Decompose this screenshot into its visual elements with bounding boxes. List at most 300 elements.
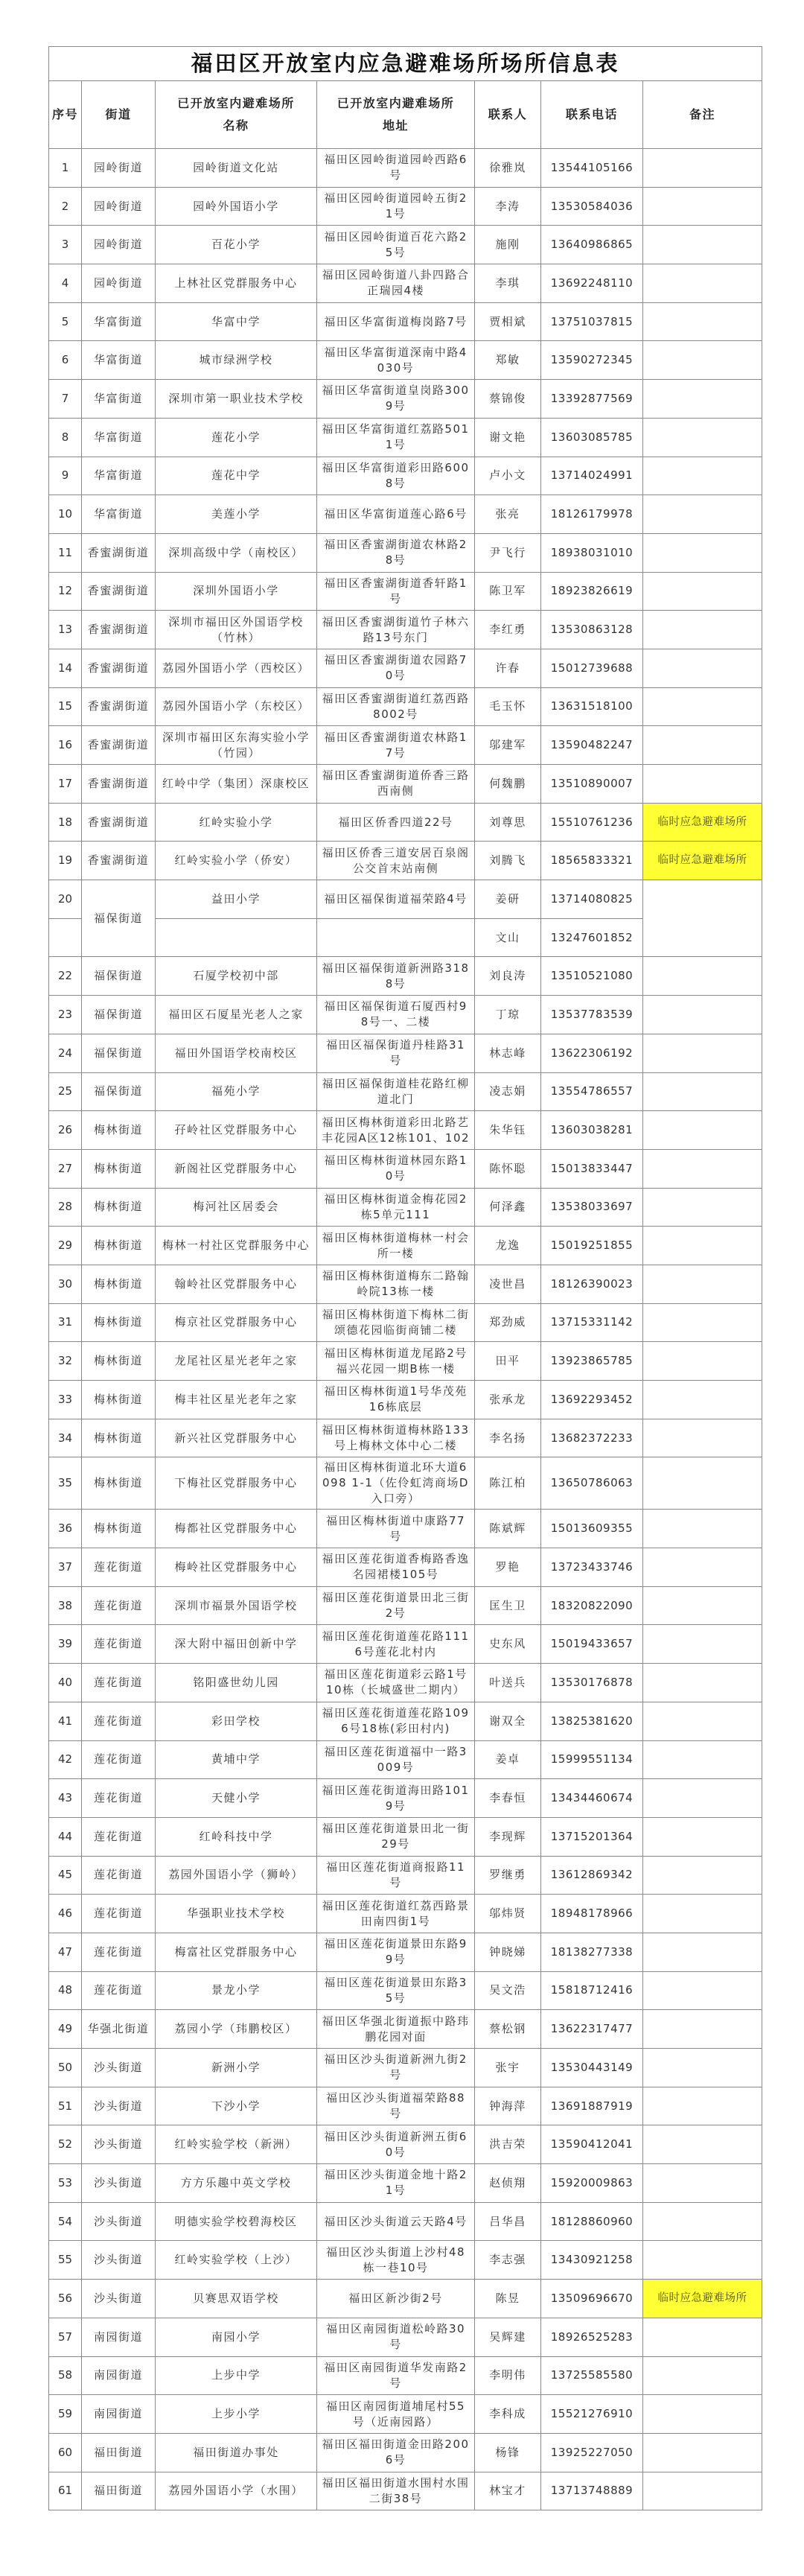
cell-seq: 47 [49, 1933, 82, 1971]
cell-contact: 陈怀聪 [475, 1149, 541, 1188]
table-row [49, 1895, 762, 1933]
cell-phone: 13713748889 [541, 2472, 643, 2510]
cell-phone: 18126179978 [541, 495, 643, 534]
cell-address: 福田区梅林街道梅东二路翰岭院13栋一楼 [317, 1265, 475, 1303]
cell-name: 下沙小学 [156, 2087, 317, 2125]
cell-remark [643, 302, 762, 341]
cell-seq: 4 [49, 264, 82, 303]
cell-street: 华富街道 [82, 341, 156, 380]
cell-name: 龙尾社区星光老年之家 [156, 1342, 317, 1381]
cell-remark [643, 457, 762, 495]
cell-seq: 30 [49, 1265, 82, 1303]
cell-seq: 6 [49, 341, 82, 380]
cell-street: 香蜜湖街道 [82, 842, 156, 880]
cell-remark [643, 2087, 762, 2125]
cell-contact: 李琪 [475, 264, 541, 303]
table-row [49, 1817, 762, 1856]
cell-street: 福保街道 [82, 1072, 156, 1111]
cell-phone: 13650786063 [541, 1457, 643, 1510]
cell-remark: 临时应急避难场所 [643, 803, 762, 842]
table-row [49, 611, 762, 649]
cell-name: 园岭街道文化站 [156, 149, 317, 188]
table-row [49, 1971, 762, 2010]
cell-contact: 许春 [475, 649, 541, 687]
cell-name: 美莲小学 [156, 495, 317, 534]
cell-phone: 15019251855 [541, 1227, 643, 1265]
cell-seq: 56 [49, 2280, 82, 2318]
table-row [49, 803, 762, 842]
cell-seq: 5 [49, 302, 82, 341]
cell-seq: 55 [49, 2241, 82, 2280]
cell-phone: 13692248110 [541, 264, 643, 303]
cell-name: 红岭中学（集团）深康校区 [156, 765, 317, 804]
cell-contact: 李明伟 [475, 2356, 541, 2395]
cell-remark [643, 1072, 762, 1111]
cell-address: 福田区沙头街道福荣路88号 [317, 2087, 475, 2125]
cell-address: 福田区莲花街道福中一路3009号 [317, 1740, 475, 1779]
cell-contact: 陈江柏 [475, 1457, 541, 1510]
cell-seq: 38 [49, 1586, 82, 1625]
cell-street: 沙头街道 [82, 2202, 156, 2241]
table-row [49, 1419, 762, 1457]
cell-phone: 13392877569 [541, 380, 643, 419]
cell-name: 石厦学校初中部 [156, 957, 317, 996]
cell-seq: 19 [49, 842, 82, 880]
cell-street: 莲花街道 [82, 1779, 156, 1818]
cell-contact: 郑劲威 [475, 1303, 541, 1342]
cell-street: 梅林街道 [82, 1188, 156, 1227]
cell-address: 福田区沙头街道新洲五街60号 [317, 2125, 475, 2164]
cell-name: 下梅社区党群服务中心 [156, 1457, 317, 1510]
cell-name: 荔园外国语小学（东校区） [156, 687, 317, 726]
cell-street: 香蜜湖街道 [82, 649, 156, 687]
cell-phone: 13590272345 [541, 341, 643, 380]
table-row [49, 380, 762, 419]
cell-phone: 13612869342 [541, 1856, 643, 1895]
cell-seq: 48 [49, 1971, 82, 2010]
cell-seq: 39 [49, 1625, 82, 1664]
cell-address: 福田区华强北街道振中路玮鹏花园对面 [317, 2010, 475, 2049]
cell-address: 福田区华富街道彩田路6008号 [317, 457, 475, 495]
table-row [49, 2356, 762, 2395]
cell-name: 华强职业技术学校 [156, 1895, 317, 1933]
cell-address: 福田区侨香三道安居百泉阁公交首末站南侧 [317, 842, 475, 880]
cell-address: 福田区梅林街道梅林路133号上梅林文体中心二楼 [317, 1419, 475, 1457]
cell-address: 福田区南园街道埔尾村55号（近南园路） [317, 2395, 475, 2434]
cell-name: 深圳市福田区东海实验小学（竹园） [156, 726, 317, 765]
cell-contact: 张宇 [475, 2049, 541, 2087]
cell-remark [643, 1702, 762, 1740]
cell-remark [643, 2202, 762, 2241]
cell-address [317, 918, 475, 957]
cell-address: 福田区莲花街道海田路1019号 [317, 1779, 475, 1818]
cell-contact: 史东风 [475, 1625, 541, 1664]
cell-address: 福田区梅林街道梅林一村会所一楼 [317, 1227, 475, 1265]
cell-street: 莲花街道 [82, 1702, 156, 1740]
cell-contact: 谢双全 [475, 1702, 541, 1740]
cell-remark [643, 2395, 762, 2434]
cell-street: 香蜜湖街道 [82, 765, 156, 804]
cell-phone: 13510890007 [541, 765, 643, 804]
cell-address: 福田区莲花街道莲花路1116号莲花北村内 [317, 1625, 475, 1664]
cell-contact: 罗艳 [475, 1548, 541, 1587]
cell-phone: 13509696670 [541, 2280, 643, 2318]
header-row [49, 81, 762, 149]
cell-seq: 54 [49, 2202, 82, 2241]
cell-phone: 13590412041 [541, 2125, 643, 2164]
cell-address: 福田区福保街道新洲路3188号 [317, 957, 475, 996]
cell-street: 福田街道 [82, 2433, 156, 2472]
table-row [49, 226, 762, 264]
cell-street: 福保街道 [82, 996, 156, 1034]
cell-contact: 蔡锦俊 [475, 380, 541, 419]
table-row [49, 533, 762, 572]
cell-name: 福田外国语学校南校区 [156, 1034, 317, 1072]
cell-address: 福田区侨香四道22号 [317, 803, 475, 842]
cell-seq: 15 [49, 687, 82, 726]
cell-remark [643, 2318, 762, 2356]
cell-phone: 13825381620 [541, 1702, 643, 1740]
cell-remark [643, 495, 762, 534]
cell-remark [643, 1895, 762, 1933]
cell-seq: 57 [49, 2318, 82, 2356]
cell-phone: 13530176878 [541, 1664, 643, 1702]
table-row [49, 996, 762, 1034]
cell-contact: 丁琼 [475, 996, 541, 1034]
cell-phone: 15013833447 [541, 1149, 643, 1188]
cell-address: 福田区沙头街道云天路4号 [317, 2202, 475, 2241]
cell-street: 莲花街道 [82, 1856, 156, 1895]
cell-contact: 邬炜贤 [475, 1895, 541, 1933]
cell-address: 福田区莲花街道景田东路35号 [317, 1971, 475, 2010]
table-row [49, 2433, 762, 2472]
cell-seq: 26 [49, 1111, 82, 1150]
cell-remark [643, 1933, 762, 1971]
table-row [49, 1664, 762, 1702]
cell-street: 福保街道 [82, 880, 156, 957]
cell-phone: 15019433657 [541, 1625, 643, 1664]
cell-contact: 凌世昌 [475, 1265, 541, 1303]
cell-remark [643, 1381, 762, 1419]
cell-remark [643, 2356, 762, 2395]
cell-street: 香蜜湖街道 [82, 687, 156, 726]
table-row [49, 1702, 762, 1740]
cell-street: 梅林街道 [82, 1381, 156, 1419]
cell-contact: 刘良涛 [475, 957, 541, 996]
cell-street: 沙头街道 [82, 2164, 156, 2203]
cell-contact: 朱华钰 [475, 1111, 541, 1150]
cell-contact: 吴文浩 [475, 1971, 541, 2010]
cell-remark [643, 765, 762, 804]
cell-street: 梅林街道 [82, 1303, 156, 1342]
cell-seq: 58 [49, 2356, 82, 2395]
table-row [49, 2202, 762, 2241]
cell-name: 荔园外国语小学（水围） [156, 2472, 317, 2510]
cell-remark [643, 2049, 762, 2087]
cell-seq: 52 [49, 2125, 82, 2164]
cell-remark [643, 1779, 762, 1818]
cell-street: 园岭街道 [82, 264, 156, 303]
cell-seq: 46 [49, 1895, 82, 1933]
cell-name: 深圳外国语小学 [156, 572, 317, 611]
cell-remark [643, 572, 762, 611]
cell-address: 福田区华富街道梅岗路7号 [317, 302, 475, 341]
cell-remark [643, 1664, 762, 1702]
cell-name: 深圳市福景外国语学校 [156, 1586, 317, 1625]
cell-contact: 匡生卫 [475, 1586, 541, 1625]
cell-seq: 36 [49, 1510, 82, 1548]
cell-phone: 13682372233 [541, 1419, 643, 1457]
cell-name: 福田区石厦星光老人之家 [156, 996, 317, 1034]
cell-address: 福田区莲花街道景田北一街29号 [317, 1817, 475, 1856]
cell-address: 福田区梅林街道彩田北路艺丰花园A区12栋101、102 [317, 1111, 475, 1150]
cell-seq: 11 [49, 533, 82, 572]
cell-phone: 15012739688 [541, 649, 643, 687]
cell-address: 福田区园岭街道园岭西路6号 [317, 149, 475, 188]
cell-address: 福田区福田街道水围村水围二街38号 [317, 2472, 475, 2510]
cell-phone: 18128860960 [541, 2202, 643, 2241]
cell-address: 福田区香蜜湖街道农园路70号 [317, 649, 475, 687]
cell-seq: 22 [49, 957, 82, 996]
cell-seq: 9 [49, 457, 82, 495]
cell-address: 福田区莲花街道香梅路香逸名园裙楼105号 [317, 1548, 475, 1587]
table-row [49, 1586, 762, 1625]
cell-remark [643, 996, 762, 1034]
cell-address: 福田区香蜜湖街道香轩路1号 [317, 572, 475, 611]
cell-contact: 姜卓 [475, 1740, 541, 1779]
table-row [49, 495, 762, 534]
cell-address: 福田区华富街道皇岗路3009号 [317, 380, 475, 419]
header-address-line1: 已开放室内避难场所 [336, 96, 455, 110]
cell-address: 福田区南园街道松岭路30号 [317, 2318, 475, 2356]
cell-phone: 13640986865 [541, 226, 643, 264]
cell-phone: 18320822090 [541, 1586, 643, 1625]
table-row [49, 2472, 762, 2510]
cell-name: 城市绿洲学校 [156, 341, 317, 380]
cell-address: 福田区园岭街道八卦四路合正瑞园4楼 [317, 264, 475, 303]
cell-remark [643, 341, 762, 380]
cell-address: 福田区梅林街道北环大道6098 1-1（佐伶虹湾商场D入口旁） [317, 1457, 475, 1510]
cell-contact: 林宝才 [475, 2472, 541, 2510]
cell-contact: 吴辉建 [475, 2318, 541, 2356]
cell-phone: 13538033697 [541, 1188, 643, 1227]
cell-remark: 临时应急避难场所 [643, 842, 762, 880]
cell-name: 莲花中学 [156, 457, 317, 495]
cell-contact: 邬建军 [475, 726, 541, 765]
cell-name: 梅岭社区党群服务中心 [156, 1548, 317, 1587]
cell-address: 福田区梅林街道下梅林二街颂德花园临街商铺二楼 [317, 1303, 475, 1342]
cell-contact: 洪吉荣 [475, 2125, 541, 2164]
table-row [49, 572, 762, 611]
cell-name: 福田街道办事处 [156, 2433, 317, 2472]
cell-address: 福田区香蜜湖街道竹子林六路13号东门 [317, 611, 475, 649]
cell-name: 梅林一村社区党群服务中心 [156, 1227, 317, 1265]
cell-name: 新洲小学 [156, 2049, 317, 2087]
cell-remark [643, 957, 762, 996]
cell-name: 南园小学 [156, 2318, 317, 2356]
table-row [49, 1740, 762, 1779]
cell-seq: 1 [49, 149, 82, 188]
cell-contact: 罗继勇 [475, 1856, 541, 1895]
cell-seq: 23 [49, 996, 82, 1034]
cell-contact: 李春恒 [475, 1779, 541, 1818]
cell-contact: 尹飞行 [475, 533, 541, 572]
cell-address: 福田区梅林街道中康路77号 [317, 1510, 475, 1548]
cell-seq: 7 [49, 380, 82, 419]
cell-phone: 13530863128 [541, 611, 643, 649]
cell-street: 梅林街道 [82, 1265, 156, 1303]
table-row [49, 2318, 762, 2356]
cell-remark [643, 2164, 762, 2203]
header-contact: 联系人 [475, 81, 541, 149]
table-row [49, 264, 762, 303]
cell-remark [643, 687, 762, 726]
cell-phone: 13430921258 [541, 2241, 643, 2280]
cell-address: 福田区梅林街道金梅花园2栋5单元111 [317, 1188, 475, 1227]
table-row [49, 726, 762, 765]
cell-name: 上林社区党群服务中心 [156, 264, 317, 303]
cell-street: 华富街道 [82, 302, 156, 341]
cell-name: 上步小学 [156, 2395, 317, 2434]
cell-name: 天健小学 [156, 1779, 317, 1818]
cell-contact: 何泽鑫 [475, 1188, 541, 1227]
cell-phone: 13544105166 [541, 149, 643, 188]
cell-phone: 13751037815 [541, 302, 643, 341]
cell-phone: 13622306192 [541, 1034, 643, 1072]
cell-street: 华强北街道 [82, 2010, 156, 2049]
cell-remark [643, 1740, 762, 1779]
cell-street: 福保街道 [82, 957, 156, 996]
cell-remark [643, 2241, 762, 2280]
cell-remark [643, 611, 762, 649]
table-row [49, 1227, 762, 1265]
table-row [49, 1933, 762, 1971]
cell-contact: 凌志娟 [475, 1072, 541, 1111]
cell-remark [643, 418, 762, 457]
cell-seq: 10 [49, 495, 82, 534]
cell-street: 福田街道 [82, 2472, 156, 2510]
cell-address: 福田区新沙街2号 [317, 2280, 475, 2318]
cell-seq: 59 [49, 2395, 82, 2434]
cell-street: 香蜜湖街道 [82, 533, 156, 572]
cell-seq: 24 [49, 1034, 82, 1072]
cell-address: 福田区莲花街道彩云路1号10栋（长城盛世二期内） [317, 1664, 475, 1702]
table-row [49, 1034, 762, 1072]
cell-phone: 18923826619 [541, 572, 643, 611]
cell-phone: 18938031010 [541, 533, 643, 572]
cell-contact: 陈卫军 [475, 572, 541, 611]
cell-phone: 18565833321 [541, 842, 643, 880]
cell-address: 福田区梅林街道龙尾路2号福兴花园一期B栋一楼 [317, 1342, 475, 1381]
cell-name: 梅富社区党群服务中心 [156, 1933, 317, 1971]
cell-street: 莲花街道 [82, 1625, 156, 1664]
table-row [49, 1510, 762, 1548]
cell-contact: 李涛 [475, 187, 541, 226]
cell-remark [643, 1227, 762, 1265]
cell-street: 沙头街道 [82, 2280, 156, 2318]
cell-name: 百花小学 [156, 226, 317, 264]
cell-phone: 13510521080 [541, 957, 643, 996]
cell-phone: 18926525283 [541, 2318, 643, 2356]
cell-name: 翰岭社区党群服务中心 [156, 1265, 317, 1303]
table-row [49, 1457, 762, 1510]
cell-seq: 61 [49, 2472, 82, 2510]
cell-seq: 41 [49, 1702, 82, 1740]
cell-name: 新兴社区党群服务中心 [156, 1419, 317, 1457]
cell-address: 福田区沙头街道上沙村48栋一巷10号 [317, 2241, 475, 2280]
cell-street: 南园街道 [82, 2356, 156, 2395]
cell-street: 华富街道 [82, 457, 156, 495]
cell-phone: 13723433746 [541, 1548, 643, 1587]
cell-remark [643, 1188, 762, 1227]
table-row [49, 2049, 762, 2087]
cell-name: 上步中学 [156, 2356, 317, 2395]
cell-phone: 13554786557 [541, 1072, 643, 1111]
cell-seq: 18 [49, 803, 82, 842]
table-row [49, 1779, 762, 1818]
cell-seq: 3 [49, 226, 82, 264]
cell-name: 黄埔中学 [156, 1740, 317, 1779]
cell-remark [643, 1548, 762, 1587]
cell-seq: 50 [49, 2049, 82, 2087]
cell-phone: 13622317477 [541, 2010, 643, 2049]
cell-contact: 林志峰 [475, 1034, 541, 1072]
cell-name: 荔园外国语小学（狮岭） [156, 1856, 317, 1895]
cell-address: 福田区莲花街道商报路11号 [317, 1856, 475, 1895]
cell-street: 园岭街道 [82, 149, 156, 188]
cell-remark [643, 1625, 762, 1664]
table-row [49, 880, 762, 919]
cell-contact: 刘腾飞 [475, 842, 541, 880]
cell-street: 梅林街道 [82, 1342, 156, 1381]
cell-name: 荔园小学（玮鹏校区） [156, 2010, 317, 2049]
cell-name: 梅河社区居委会 [156, 1188, 317, 1227]
table-row [49, 341, 762, 380]
cell-seq: 14 [49, 649, 82, 687]
cell-seq: 43 [49, 1779, 82, 1818]
cell-contact: 张亮 [475, 495, 541, 534]
cell-contact: 李科成 [475, 2395, 541, 2434]
cell-seq: 28 [49, 1188, 82, 1227]
cell-contact: 李现辉 [475, 1817, 541, 1856]
cell-address: 福田区福保街道福荣路4号 [317, 880, 475, 919]
cell-seq: 16 [49, 726, 82, 765]
cell-phone: 13530584036 [541, 187, 643, 226]
cell-address: 福田区福田街道金田路2006号 [317, 2433, 475, 2472]
cell-address: 福田区华富街道莲心路6号 [317, 495, 475, 534]
table-row [49, 1303, 762, 1342]
cell-street: 福保街道 [82, 1034, 156, 1072]
cell-seq: 45 [49, 1856, 82, 1895]
header-name [156, 81, 317, 149]
cell-street: 香蜜湖街道 [82, 726, 156, 765]
table-row [49, 1856, 762, 1895]
cell-seq: 31 [49, 1303, 82, 1342]
cell-remark [643, 187, 762, 226]
cell-seq: 37 [49, 1548, 82, 1587]
cell-address: 福田区莲花街道红荔西路景田南四街1号 [317, 1895, 475, 1933]
table-row [49, 2087, 762, 2125]
header-address [317, 81, 475, 149]
cell-remark [643, 1971, 762, 2010]
cell-address: 福田区莲花街道景田北三街2号 [317, 1586, 475, 1625]
cell-name: 梅京社区党群服务中心 [156, 1303, 317, 1342]
cell-contact: 陈昱 [475, 2280, 541, 2318]
cell-remark [643, 1586, 762, 1625]
cell-name: 深大附中福田创新中学 [156, 1625, 317, 1664]
cell-phone: 13714024991 [541, 457, 643, 495]
cell-address: 福田区华富街道深南中路4030号 [317, 341, 475, 380]
